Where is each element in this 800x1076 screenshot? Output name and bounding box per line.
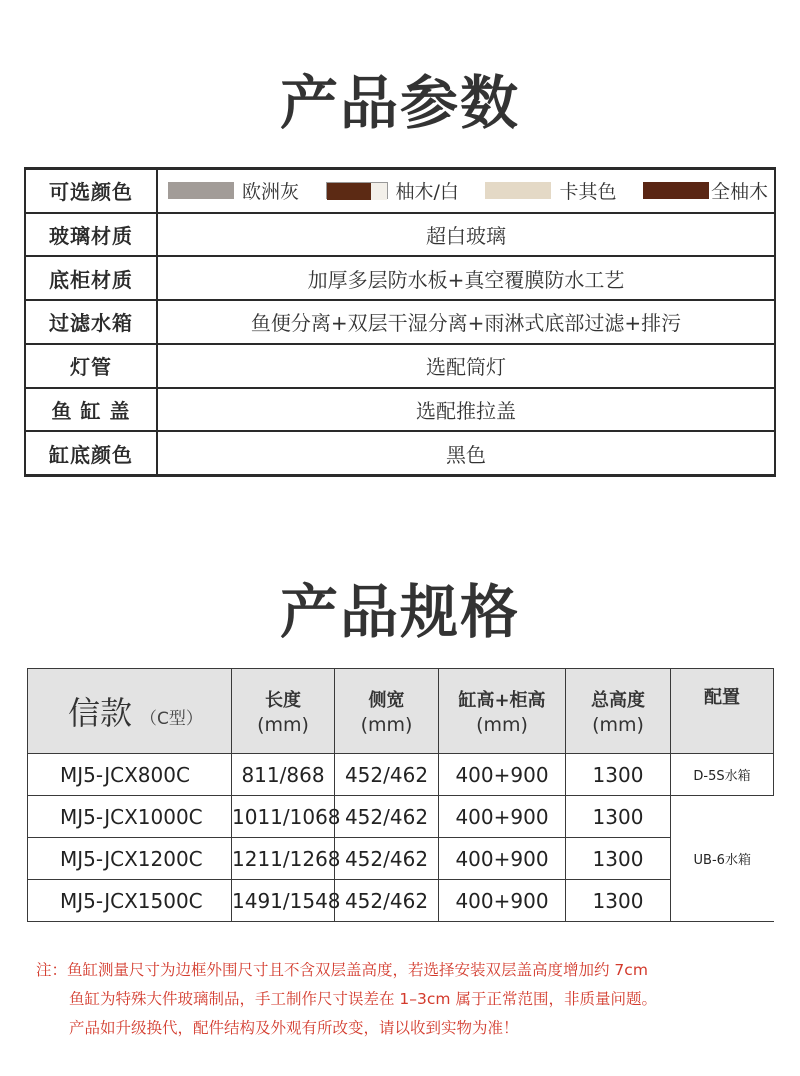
specs-title: 产品规格 xyxy=(279,578,520,646)
color-option xyxy=(643,177,768,204)
color-swatch xyxy=(168,182,234,199)
params-value: 超白玻璃 xyxy=(157,213,775,257)
total-cell: 1300 xyxy=(566,796,671,838)
total-cell: 1300 xyxy=(566,880,671,922)
footnote-line: 注：鱼缸测量尺寸为边框外围尺寸且不含双层盖高度，若选择安装双层盖高度增加约 7cm xyxy=(36,961,648,979)
height-cell: 400+900 xyxy=(439,880,566,922)
table-row xyxy=(28,838,774,880)
width-cell: 452/462 xyxy=(335,838,439,880)
model-cell: MJ5-JCX800C xyxy=(28,754,232,796)
params-label: 底柜材质 xyxy=(25,256,157,300)
params-table xyxy=(24,167,776,477)
header-total: 总高度 (mm) xyxy=(566,669,671,754)
params-label: 缸底颜色 xyxy=(25,431,157,475)
color-name: 卡其色 xyxy=(559,181,617,204)
color-option xyxy=(168,177,299,204)
params-label: 可选颜色 xyxy=(25,169,157,213)
color-swatch xyxy=(326,182,388,199)
header-length: 长度 (mm) xyxy=(232,669,335,754)
color-option xyxy=(326,177,459,204)
height-cell: 400+900 xyxy=(439,796,566,838)
params-value: 鱼便分离+双层干湿分离+雨淋式底部过滤+排污 xyxy=(157,300,775,344)
footnote-line: 鱼缸为特殊大件玻璃制品，手工制作尺寸误差在 1–3cm 属于正常范围，非质量问题。 xyxy=(69,990,657,1008)
width-cell: 452/462 xyxy=(335,880,439,922)
header-height: 缸高+柜高 (mm) xyxy=(439,669,566,754)
color-swatch xyxy=(643,182,709,199)
params-row xyxy=(25,344,775,388)
total-cell: 1300 xyxy=(566,754,671,796)
params-row xyxy=(25,300,775,344)
total-cell: 1300 xyxy=(566,838,671,880)
table-row xyxy=(28,754,774,796)
params-label: 过滤水箱 xyxy=(25,300,157,344)
color-option xyxy=(485,177,616,204)
brand-type: （C型） xyxy=(140,709,203,729)
specs-table xyxy=(27,668,774,922)
params-label: 灯管 xyxy=(25,344,157,388)
footnote-line: 产品如升级换代，配件结构及外观有所改变，请以收到实物为准！ xyxy=(69,1019,519,1037)
length-cell: 1011/1068 xyxy=(232,796,335,838)
params-row xyxy=(25,256,775,300)
length-cell: 1211/1268 xyxy=(232,838,335,880)
specs-header-row xyxy=(28,669,774,754)
brand-name: 信款 xyxy=(68,694,133,732)
table-row xyxy=(28,796,774,838)
length-cell: 811/868 xyxy=(232,754,335,796)
footnote xyxy=(36,956,776,1043)
length-cell: 1491/1548 xyxy=(232,880,335,922)
color-name: 柚木/白 xyxy=(395,181,459,204)
color-name: 欧洲灰 xyxy=(242,181,300,204)
height-cell: 400+900 xyxy=(439,754,566,796)
brand-header xyxy=(28,669,232,754)
params-value: 选配筒灯 xyxy=(157,344,775,388)
width-cell: 452/462 xyxy=(335,754,439,796)
params-value: 加厚多层防水板+真空覆膜防水工艺 xyxy=(157,256,775,300)
model-cell: MJ5-JCX1200C xyxy=(28,838,232,880)
color-swatch xyxy=(485,182,551,199)
params-row xyxy=(25,388,775,432)
width-cell: 452/462 xyxy=(335,796,439,838)
params-value: 选配推拉盖 xyxy=(157,388,775,432)
params-row xyxy=(25,213,775,257)
color-options xyxy=(158,177,774,204)
params-row-colors xyxy=(25,169,775,213)
config-cell: D-5S水箱 xyxy=(671,754,774,796)
table-row xyxy=(28,880,774,922)
params-title: 产品参数 xyxy=(279,69,520,137)
color-name: 全柚木 xyxy=(710,181,768,204)
model-cell: MJ5-JCX1500C xyxy=(28,880,232,922)
params-label: 鱼 缸 盖 xyxy=(25,388,157,432)
params-value: 黑色 xyxy=(157,431,775,475)
height-cell: 400+900 xyxy=(439,838,566,880)
header-width: 侧宽 (mm) xyxy=(335,669,439,754)
params-label: 玻璃材质 xyxy=(25,213,157,257)
header-config: 配置 xyxy=(671,669,774,754)
model-cell: MJ5-JCX1000C xyxy=(28,796,232,838)
params-row xyxy=(25,431,775,475)
config-cell: UB-6水箱 xyxy=(671,796,774,922)
